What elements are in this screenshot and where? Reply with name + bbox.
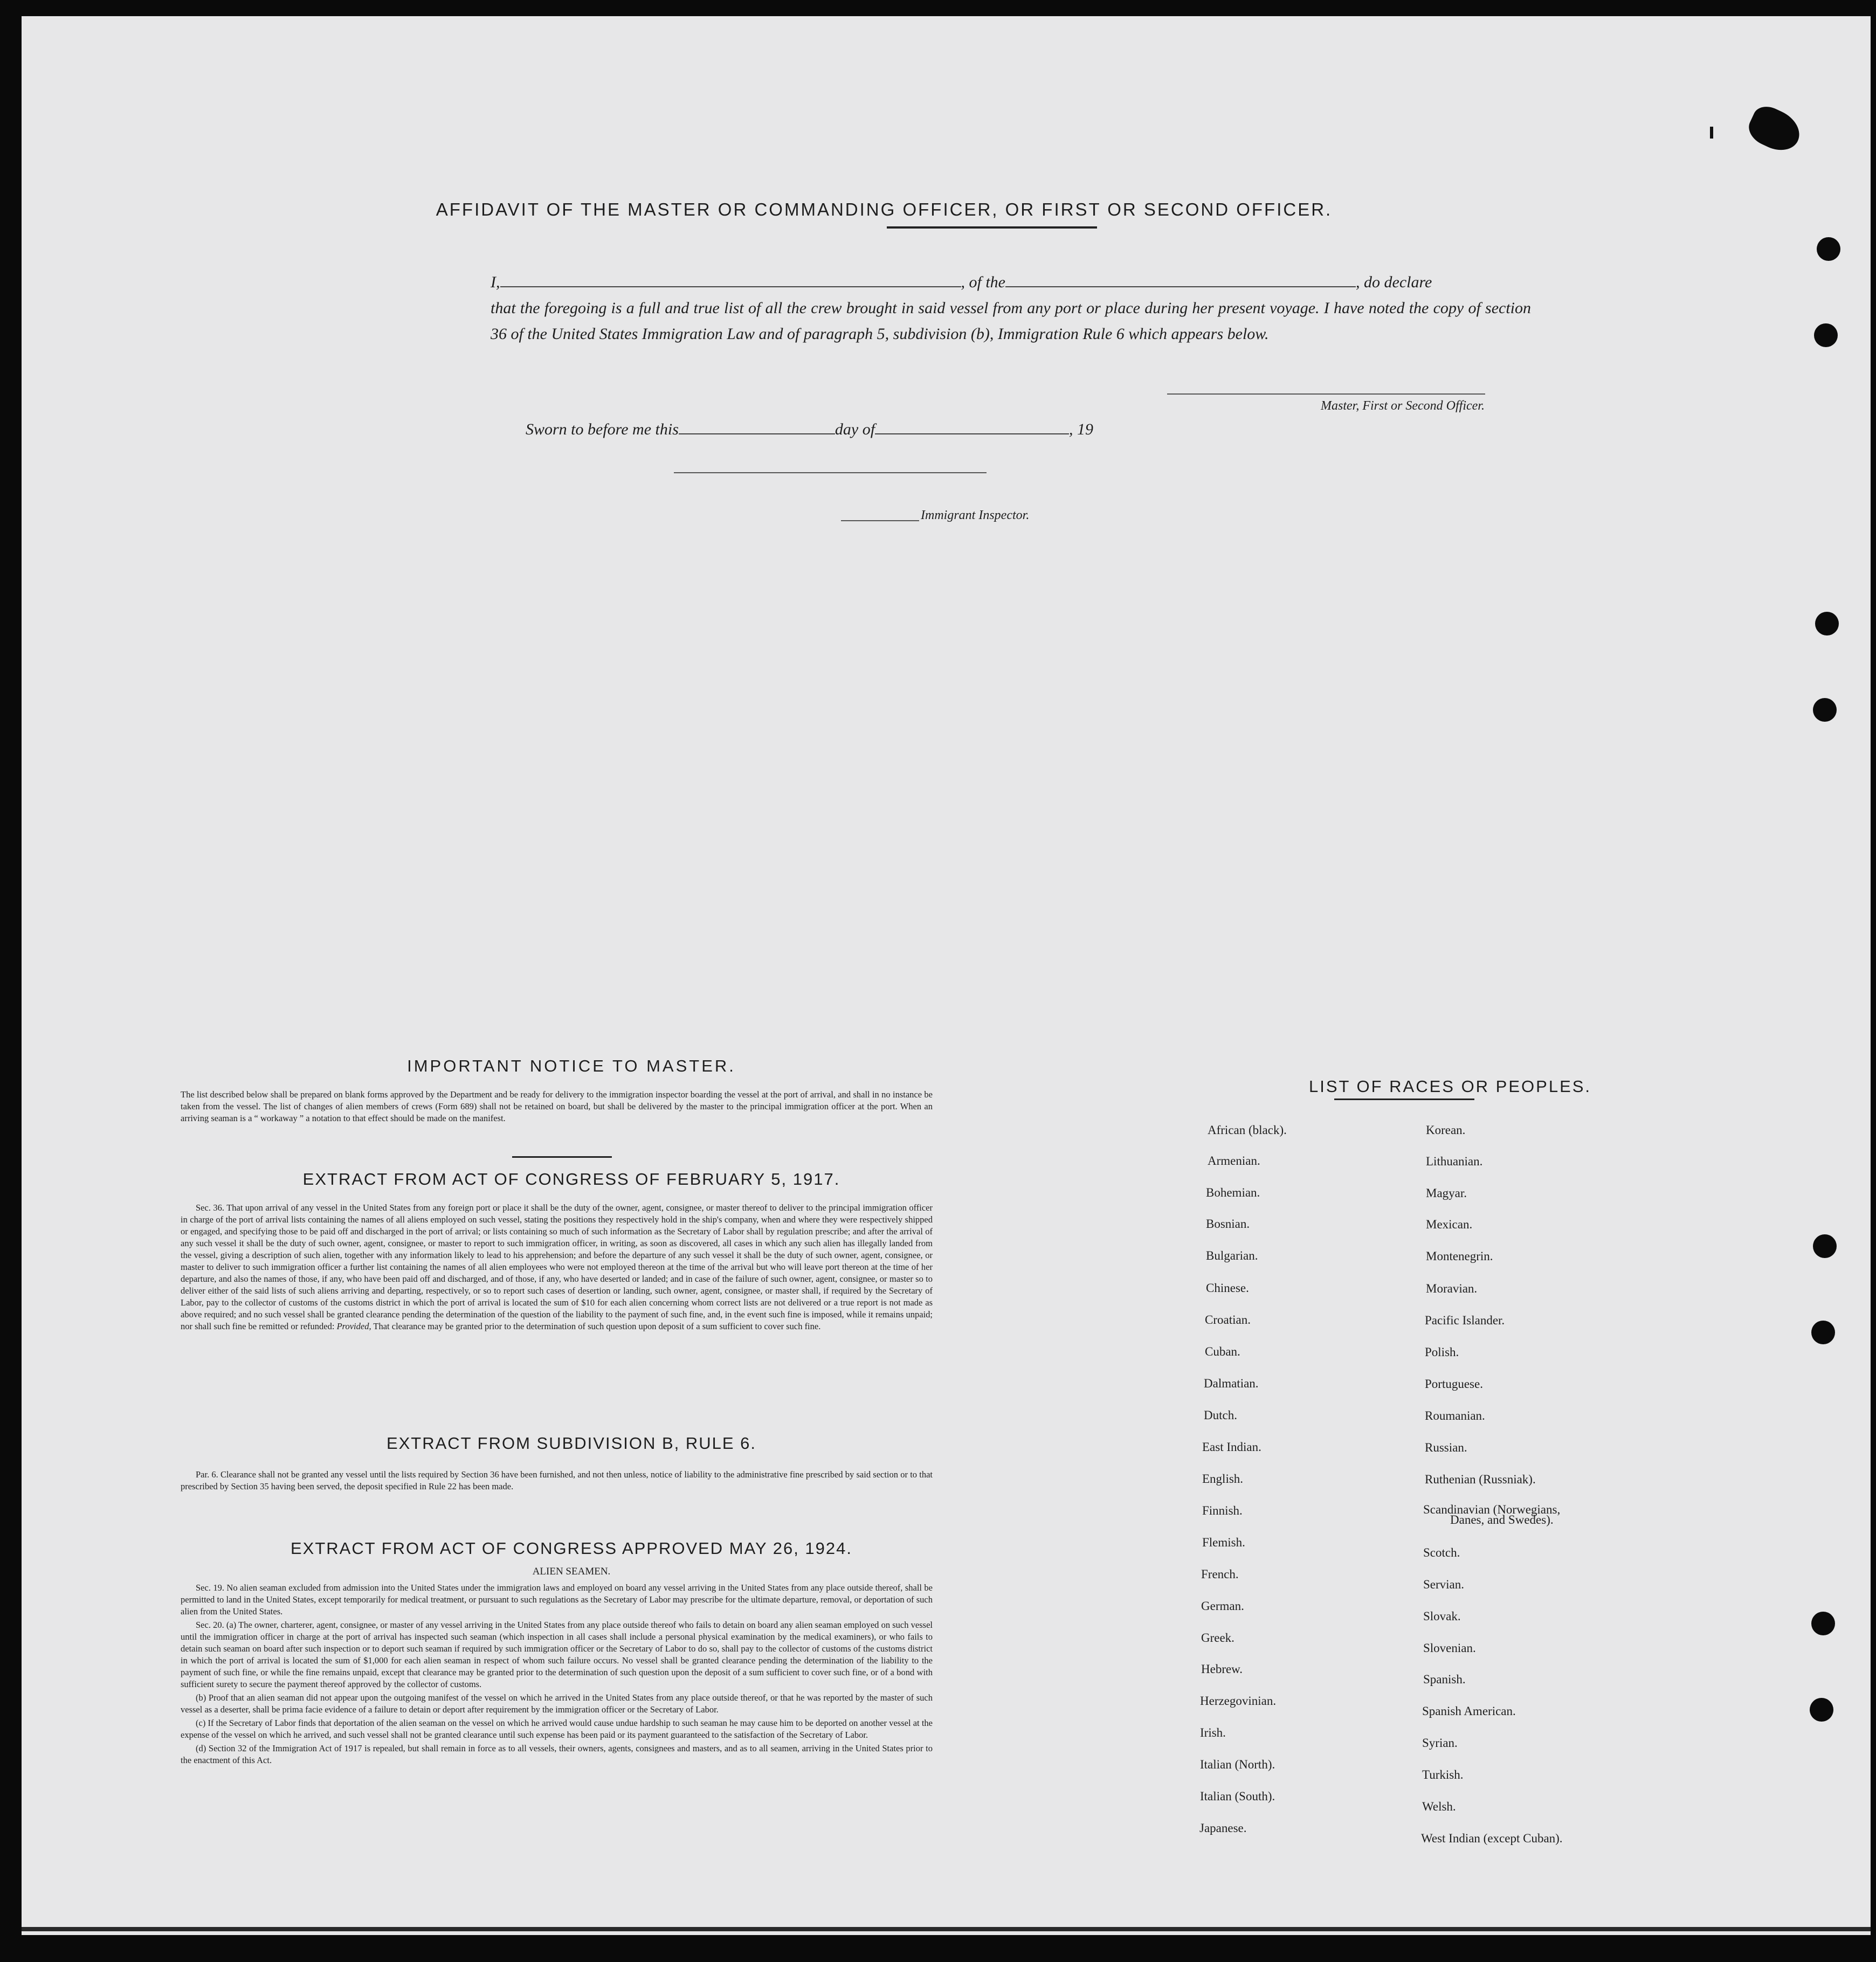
sworn-prefix: Sworn to before me this — [526, 420, 679, 438]
affidavit-i: I, — [491, 273, 500, 291]
race-right-1: Lithuanian. — [1426, 1155, 1483, 1168]
race-right-10: Russian. — [1425, 1441, 1467, 1454]
race-right-19: Syrian. — [1422, 1736, 1458, 1750]
sec-19-text: Sec. 19. No alien seaman excluded from admission into the United States under the immigration laws and employed on board any vessel arriving in the United States from any place outside thereof, shall be permitted to land in the United States, except temporarily for medical treatment, or pursuant to such regulations as the Secretary of Labor may prescribe for the ultimate departure, removal, or deportation of such alien from the United States. — [181, 1583, 933, 1616]
race-left-6: Croatian. — [1205, 1313, 1251, 1327]
race-left-8: Dalmatian. — [1204, 1377, 1259, 1390]
sec-20b-text: (b) Proof that an alien seaman did not appear upon the outgoing manifest of the vessel on which he arrived in the United States from any place outside thereof, or that he was reported by the master of such vessel as a deserter, shall be prima facie evidence of a failure to detain or deport after requirement by the immigration officer or the Secretary of Labor. — [181, 1692, 933, 1715]
officer-signature-line[interactable] — [1167, 393, 1485, 395]
race-left-10: East Indian. — [1202, 1440, 1261, 1454]
punch-hole — [1813, 698, 1837, 722]
race-left-3: Bosnian. — [1206, 1217, 1250, 1231]
race-right-14: Servian. — [1423, 1578, 1465, 1591]
notice-text: The list described below shall be prepared on blank forms approved by the Department and be ready for delivery to the immigration inspector boarding the vessel at the port of arrival, and shall in no instance be taken from the vessel. The list of changes of alien members of crews (Form 689) shall not be retained on board, but shall be delivered by the master to the principal immigration officer at the port. When an arriving seaman is a “ workaway ” a notation to that effect should be made on the manifest. — [181, 1089, 933, 1123]
race-right-20: Turkish. — [1422, 1768, 1464, 1781]
race-right-22: West Indian (except Cuban). — [1421, 1832, 1563, 1845]
extract-1924-text — [181, 1582, 933, 1766]
race-left-11: English. — [1202, 1472, 1244, 1486]
affidavit-of-the: , of the — [961, 273, 1005, 291]
race-left-15: German. — [1201, 1599, 1244, 1613]
race-right-0: Korean. — [1426, 1123, 1466, 1137]
race-left-1: Armenian. — [1208, 1154, 1260, 1167]
race-left-18: Herzegovinian. — [1200, 1694, 1277, 1708]
sworn-day-of: day of — [834, 420, 875, 438]
race-left-7: Cuban. — [1205, 1345, 1240, 1358]
affidavit-title: AFFIDAVIT OF THE MASTER OR COMMANDING OFFICER, OR FIRST OR SECOND OFFICER. — [436, 199, 1333, 219]
race-right-16: Slovenian. — [1423, 1641, 1476, 1655]
proviso-text: That clearance may be granted prior to the determination of such question upon deposit of a sum sufficient to cover such fine. — [373, 1321, 821, 1331]
race-left-2: Bohemian. — [1206, 1186, 1260, 1199]
race-left-12: Finnish. — [1202, 1504, 1243, 1517]
punch-hole — [1815, 612, 1839, 635]
races-title: LIST OF RACES OR PEOPLES. — [1308, 1077, 1592, 1096]
ink-mark — [1710, 127, 1713, 139]
punch-hole — [1814, 323, 1838, 347]
punch-hole — [1810, 1698, 1833, 1722]
sec-36-text: That upon arrival of any vessel in the United States from any foreign port or place it shall be the duty of the owner, agent, consignee, or master thereof to deliver to the principal immigration officer in charge of the port of arrival lists containing the names of all aliens employed on such vessel, stating the positions they respectively hold in the ship's company, when and where they were respectively shipped or engaged, and specifying those to be paid off and discharged in the port of arrival; or lists containing so much of such information as the Secretary of Labor shall by regulation prescribe; and after the arrival of any such vessel it shall be the duty of such owner, agent, consignee, or master to report to such immigration officer, in writing, as soon as discovered, all cases in which any such alien has illegally landed from the vessel, giving a description of such alien, together with any information likely to lead to his apprehension; and before the departure of any such vessel it shall be the duty of such owner, agent, consignee, or master to deliver to such immigration officer a further list containing the names of all alien employees who were not employed thereon at the time of the arrival but who will leave port thereon at the time of her departure, and also the names of those, if any, who have been paid off and discharged, and of those, if any, who have deserted or landed; and in case of the failure of such owner, agent, consignee, or master so to deliver either of the said lists of such aliens arriving and departing, respectively, or so to report such cases of desertion or landing, such owner, agent, consignee, or master shall, if required by the Secretary of Labor, pay to the collector of customs of the customs district in which the port of arrival is located the sum of $10 for each alien concerning whom correct lists are not delivered or a true report is not made as above required; and no such vessel shall be granted clearance pending the determination of the question of the liability to the payment of such fine, and, in the event such fine is imposed, while it remains unpaid; nor shall such fine be remitted or refunded: — [181, 1203, 933, 1331]
inspector-signature-line[interactable] — [674, 472, 987, 473]
race-left-17: Hebrew. — [1201, 1662, 1243, 1676]
divider — [887, 226, 1097, 229]
sworn-year: , 19 — [1069, 420, 1094, 438]
punch-hole — [1813, 1234, 1837, 1258]
extract-rule6-title: EXTRACT FROM SUBDIVISION B, RULE 6. — [386, 1434, 757, 1453]
extract-1917-text — [181, 1202, 933, 1332]
month-blank[interactable] — [875, 417, 1069, 434]
race-left-21: Italian (South). — [1200, 1790, 1275, 1803]
vessel-blank[interactable] — [1005, 270, 1356, 287]
inspector-name-line[interactable] — [841, 520, 919, 521]
affidavit-first-line — [491, 270, 1531, 295]
race-left-4: Bulgarian. — [1206, 1249, 1258, 1262]
race-left-20: Italian (North). — [1200, 1758, 1275, 1771]
divider — [512, 1156, 612, 1158]
document-page — [22, 16, 1871, 1935]
punch-hole — [1811, 1612, 1835, 1635]
punch-hole — [1811, 1321, 1835, 1344]
race-right-21: Welsh. — [1422, 1800, 1456, 1813]
sworn-line — [526, 417, 1093, 439]
affidavit-body — [491, 270, 1531, 347]
race-right-9: Roumanian. — [1425, 1409, 1485, 1422]
race-right-17: Spanish. — [1423, 1673, 1466, 1686]
race-right-4: Montenegrin. — [1426, 1249, 1493, 1263]
race-left-5: Chinese. — [1206, 1281, 1249, 1295]
affidavit-declare: , do declare — [1356, 273, 1432, 291]
race-right-11: Ruthenian (Russniak). — [1425, 1473, 1536, 1486]
race-right-15: Slovak. — [1423, 1609, 1461, 1623]
race-left-16: Greek. — [1201, 1631, 1234, 1645]
race-left-0: African (black). — [1208, 1123, 1287, 1137]
day-blank[interactable] — [679, 417, 835, 434]
race-right-8: Portuguese. — [1425, 1377, 1483, 1391]
punch-hole — [1817, 237, 1840, 261]
race-right-18: Spanish American. — [1422, 1704, 1516, 1718]
torn-corner — [1744, 101, 1806, 157]
name-blank[interactable] — [500, 270, 961, 287]
divider — [1334, 1099, 1474, 1100]
race-right-13: Scotch. — [1423, 1546, 1460, 1559]
race-right-12: Scandinavian (Norwegians, — [1423, 1503, 1561, 1516]
sec-36-label: Sec. 36. — [196, 1203, 225, 1213]
race-left-14: French. — [1201, 1567, 1239, 1581]
race-right-2: Magyar. — [1426, 1186, 1467, 1200]
race-right-7: Polish. — [1425, 1345, 1459, 1359]
extract-rule6-text: Par. 6. Clearance shall not be granted any vessel until the lists required by Section 36 have been furnished, and not then unless, notice of liability to the administrative fine prescribed by said section or to that prescribed by Section 35 having been served, the deposit specified in Rule 22 has been made. — [181, 1469, 933, 1491]
extract-1924-title: EXTRACT FROM ACT OF CONGRESS APPROVED MAY 26, 1924. — [290, 1539, 853, 1558]
extract-1917-title: EXTRACT FROM ACT OF CONGRESS OF FEBRUARY 5, 1917. — [302, 1170, 840, 1189]
officer-signature-label: Master, First or Second Officer. — [1321, 399, 1485, 413]
sec-20c-text: (c) If the Secretary of Labor finds that deportation of the alien seaman on the vessel on which he arrived would cause undue hardship to such seaman he may cause him to be deported on another vessel at the expense of the vessel on which he arrived, and such vessel shall not be granted clearance until such expense has been paid or its payment guaranteed to the satisfaction of the Secretary of Labor. — [181, 1718, 933, 1740]
race-left-9: Dutch. — [1204, 1408, 1237, 1422]
alien-seamen-subtitle: ALIEN SEAMEN. — [532, 1566, 611, 1577]
page-edge — [22, 1927, 1871, 1931]
race-scandinavian-continuation: Danes, and Swedes). — [1450, 1513, 1554, 1526]
affidavit-declaration-text: that the foregoing is a full and true list of all the crew brought in said vessel from any port or place during her present voyage. I have noted the copy of section 36 of the United States Immigration Law and of paragraph 5, subdivision (b), Immigration Rule 6 which appears below. — [491, 299, 1531, 343]
notice-title: IMPORTANT NOTICE TO MASTER. — [407, 1056, 736, 1075]
sec-20d-text: (d) Section 32 of the Immigration Act of 1917 is repealed, but shall remain in force as to all vessels, their owners, agents, consignees and masters, and as to all seamen, arriving in the United States prior to the enactment of this Act. — [181, 1743, 933, 1765]
race-left-13: Flemish. — [1202, 1536, 1245, 1549]
race-left-22: Japanese. — [1199, 1821, 1247, 1835]
sec-20a-text: Sec. 20. (a) The owner, charterer, agent, consignee, or master of any vessel arriving in the United States from any place outside thereof who fails to detain on board any alien seaman employed on such vessel until the immigration officer in charge at the port of arrival has inspected such seaman (which inspection in all cases shall include a personal physical examination by the medical examiners), or who fails to detain such seaman on board after such inspection or to deport such seaman if required by such immigration officer or the Secretary of Labor to do so, shall pay to the collector of customs of the customs district in which the port of arrival is located the sum of $1,000 for each alien seaman in respect of whom such failure occurs. No vessel shall be granted clearance pending the determination of the liability to the payment of such fine, or while the fine remains unpaid, except that clearance may be granted prior to the determination of such question upon the deposit of a sum sufficient to cover such fine, or of a bond with sufficient surety to secure the payment thereof approved by the collector of customs. — [181, 1620, 933, 1689]
race-right-5: Moravian. — [1426, 1282, 1478, 1295]
proviso-label: Provided, — [336, 1321, 371, 1331]
race-left-19: Irish. — [1200, 1726, 1226, 1739]
inspector-label: Immigrant Inspector. — [921, 508, 1030, 522]
race-right-3: Mexican. — [1426, 1218, 1473, 1231]
race-right-6: Pacific Islander. — [1425, 1314, 1505, 1327]
